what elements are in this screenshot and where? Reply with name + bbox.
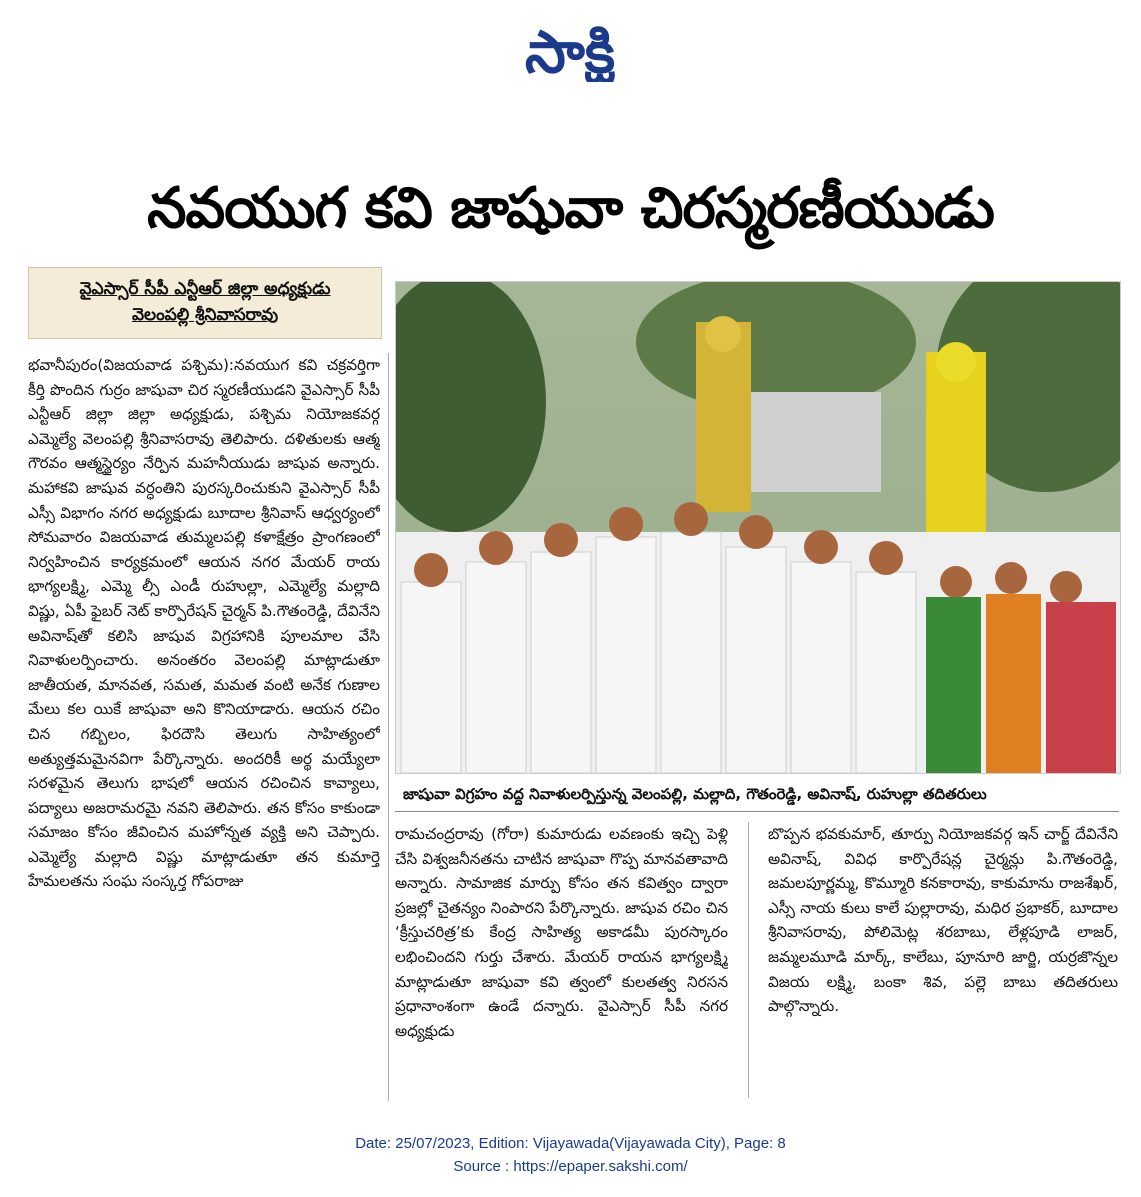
article-photo — [395, 281, 1121, 774]
column-divider — [388, 353, 389, 1101]
svg-text:సాక్షి: సాక్షి — [524, 20, 616, 82]
footer-date-line: Date: 25/07/2023, Edition: Vijayawada(Vijayawada City), Page: 8 — [355, 1135, 786, 1152]
column-divider — [748, 822, 749, 1098]
sakshi-logo — [470, 20, 670, 82]
article-column-1: భవానీపురం(విజయవాడ పశ్చిమ):నవయుగ కవి చక్రవర్తిగా కీర్తి పొందిన గుర్రం జాషువా చిర స్మరణీయుడని వైఎస్సార్‌ సీపీ ఎన్టీఆర్‌ జిల్లా జిల్లా అధ్యక్షుడు, పశ్చిమ నియోజకవర్గ ఎమ్మెల్యే వెలంపల్లి శ్రీనివాసరావు తెలిపారు. దళితులకు ఆత్మ గౌరవం ఆత్మస్థైర్యం నేర్పిన మహనీయుడు జాషువ అన్నారు. మహాకవి జాషువ వర్ధంతిని పురస్కరించుకుని వైఎస్సార్‌ సీపీ ఎస్సీ విభాగం నగర అధ్యక్షుడు బూదాల శ్రీనివాస్‌ ఆధ్వర్యంలో సోమవారం విజయవాడ తుమ్మలపల్లి కళాక్షేత్రం ప్రాంగణంలో నిర్వహించిన కార్యక్రమంలో ఆయన నగర మేయర్‌ రాయ భాగ్యలక్ష్మి, ఎమ్మె ల్సీ ఎండీ రుహుల్లా, ఎమ్మెల్యే మల్లాది విష్ణు, ఏపీ ఫైబర్‌ నెట్‌ కార్పొరేషన్‌ చైర్మన్‌ పి.గౌతంరెడ్డి, దేవినేని అవినాష్‌తో కలిసి జాషువ విగ్రహానికి పూలమాల వేసి నివాళులర్పించారు. అనంతరం వెలంపల్లి మాట్లాడుతూ జాతీయత, మానవత, సమత, మమత వంటి అనేక గుణాల మేలు కల యికే జాషువా అని కొనియాడారు. ఆయన రచిం చిన గబ్బిలం, ఫిరదౌసి తెలుగు సాహిత్యంలో అత్యుత్తమమైనవిగా పేర్కొన్నారు. అందరికీ అర్థ మయ్యేలా సరళమైన తెలుగు భాషలో ఆయన రచించిన కావ్యాలు, పద్యాలు అజరామరమై నవని తెలిపారు. తన కోసం కాకుండా సమాజం కోసం జీవించిన మహోన్నత వ్యక్తి అని చెప్పారు. ఎమ్మెల్యే మల్లాది విష్ణు మాట్లాడుతూ తన కుమార్తె హేమలతను సంఘ సంస్కర్త గోపరాజు — [28, 356, 380, 891]
article-subhead — [28, 267, 382, 339]
footer-source-line: Source : https://epaper.sakshi.com/ — [453, 1158, 688, 1175]
article-column-2: రామచంద్రరావు (గోరా) కుమారుడు లవణంకు ఇచ్చి పెళ్లి చేసి విశ్వజనీనతను చాటిన జాషువా గొప్ప మానవతావాది అన్నారు. సామాజిక మార్పు కోసం తన కవిత్వం ద్వారా ప్రజల్లో చైతన్యం నింపారని పేర్కొన్నారు. జాషువ రచిం చిన ‘క్రీస్తుచరిత్ర’కు కేంద్ర సాహిత్య అకాడమీ పురస్కారం లభించిందని గుర్తు చేశారు. మేయర్‌ రాయన భాగ్యలక్ష్మి మాట్లాడుతూ జాషువా కవి త్వంలో కులతత్వ నిరసన ప్రధానాంశంగా ఉండే దన్నారు. వైఎస్సార్‌ సీపీ నగర అధ్యక్షుడు — [395, 825, 728, 1040]
article-column-3: బొప్పన భవకుమార్‌, తూర్పు నియోజకవర్గ ఇన్‌ చార్జ్‌ దేవినేని అవినాష్‌, వివిధ కార్పొరేషన్ల చైర్మన్లు పి.గౌతంరెడ్డి, జమలపూర్ణమ్మ, కొమ్మూరి కనకారావు, కాకుమాను రాజశేఖర్‌, ఎస్సీ నాయ కులు కాలే పుల్లారావు, మధిర ప్రభాకర్‌, బూదాల శ్రీనివాసరావు, పోలిమెట్ల శరబాబు, లేళ్లపూడి లాజర్‌, జమ్మలమూడి మార్క్‌, కాలేబు, పూనూరి జార్జి, యర్రజొన్నల విజయ లక్ష్మి, బంకా శివ, పల్లె బాబు తదితరులు పాల్గొన్నారు. — [768, 825, 1118, 1016]
newspaper-masthead — [470, 20, 670, 82]
subhead-line-2: వెలంపల్లి శ్రీనివాసరావు — [131, 305, 279, 325]
subhead-line-1: వైఎస్సార్‌ సీపీ ఎన్టీఆర్‌ జిల్లా అధ్యక్షుడు — [79, 279, 331, 299]
photo-caption: జాషువా విగ్రహం వద్ద నివాళులర్పిస్తున్న వెలంపల్లి, మల్లాది, గౌతంరెడ్డి, అవినాష్‌, రుహుల్లా తదితరులు — [395, 776, 1119, 812]
article-headline: నవయుగ కవి జాషువా చిరస్మరణీయుడు — [147, 176, 994, 241]
